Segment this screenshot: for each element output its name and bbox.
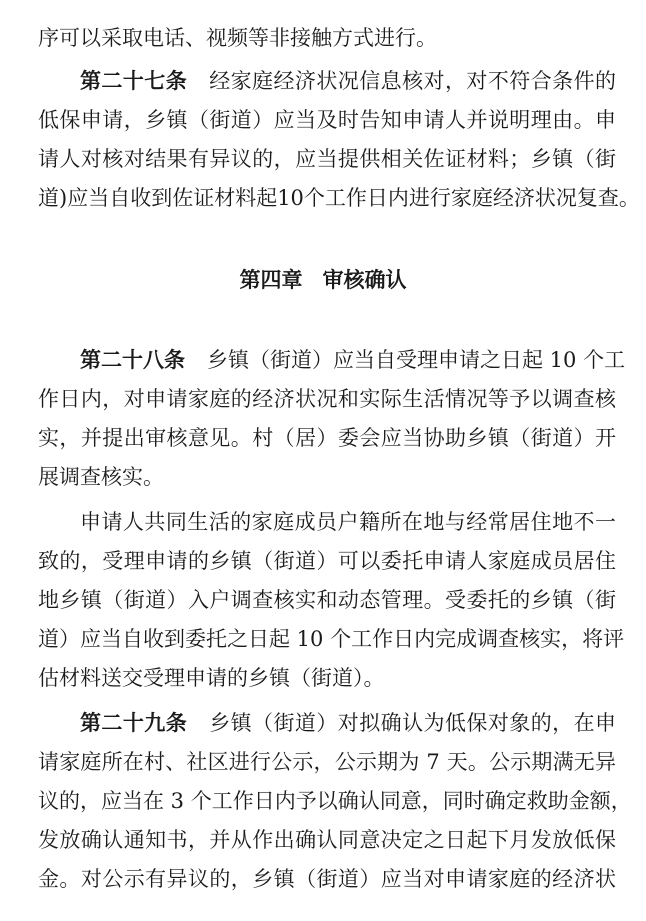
paragraph-line: 金。对公示有异议的，乡镇（街道）应当对申请家庭的经济状 [38,867,616,891]
paragraph-line: 道)应当自收到佐证材料起10个工作日内进行家庭经济状况复查。 [38,186,640,210]
paragraph-line: 序可以采取电话、视频等非接触方式进行。 [38,26,437,50]
chapter-number: 第四章 [239,268,303,292]
paragraph-line: 道）应当自收到委托之日起 10 个工作日内完成调查核实，将评 [38,627,625,651]
article-29-label: 第二十九条 [80,711,188,735]
paragraph-line: 议的，应当在 3 个工作日内予以确认同意，同时确定救助金额， [38,789,632,813]
paragraph-line: 请人对核对结果有异议的，应当提供相关佐证材料；乡镇（街 [38,147,616,171]
paragraph-line: 致的，受理申请的乡镇（街道）可以委托申请人家庭成员居住 [38,549,616,573]
article-27-line-1: 第二十七条 经家庭经济状况信息核对，对不符合条件的 [80,69,617,93]
chapter-heading [0,262,646,298]
article-27-label: 第二十七条 [80,69,188,93]
chapter-title: 审核确认 [322,268,407,292]
article-29-line-1: 第二十九条 乡镇（街道）对拟确认为低保对象的，在申 [80,711,617,735]
paragraph-line: 低保申请，乡镇（街道）应当及时告知申请人并说明理由。申 [38,108,616,132]
paragraph-line: 作日内，对申请家庭的经济状况和实际生活情况等予以调查核 [38,387,616,411]
paragraph-line: 估材料送交受理申请的乡镇（街道）。 [38,666,385,690]
paragraph-line: 展调查核实。 [38,465,164,489]
paragraph-line: 申请人共同生活的家庭成员户籍所在地与经常居住地不一 [80,510,616,534]
article-28-line-1: 第二十八条 乡镇（街道）应当自受理申请之日起 10 个工 [80,348,626,372]
article-28-label: 第二十八条 [80,348,185,372]
paragraph-line: 发放确认通知书，并从作出确认同意决定之日起下月发放低保 [38,828,616,852]
paragraph-line: 实，并提出审核意见。村（居）委会应当协助乡镇（街道）开 [38,426,616,450]
paragraph-line: 地乡镇（街道）入户调查核实和动态管理。受委托的乡镇（街 [38,588,616,612]
paragraph-line: 请家庭所在村、社区进行公示，公示期为 7 天。公示期满无异 [38,750,616,774]
